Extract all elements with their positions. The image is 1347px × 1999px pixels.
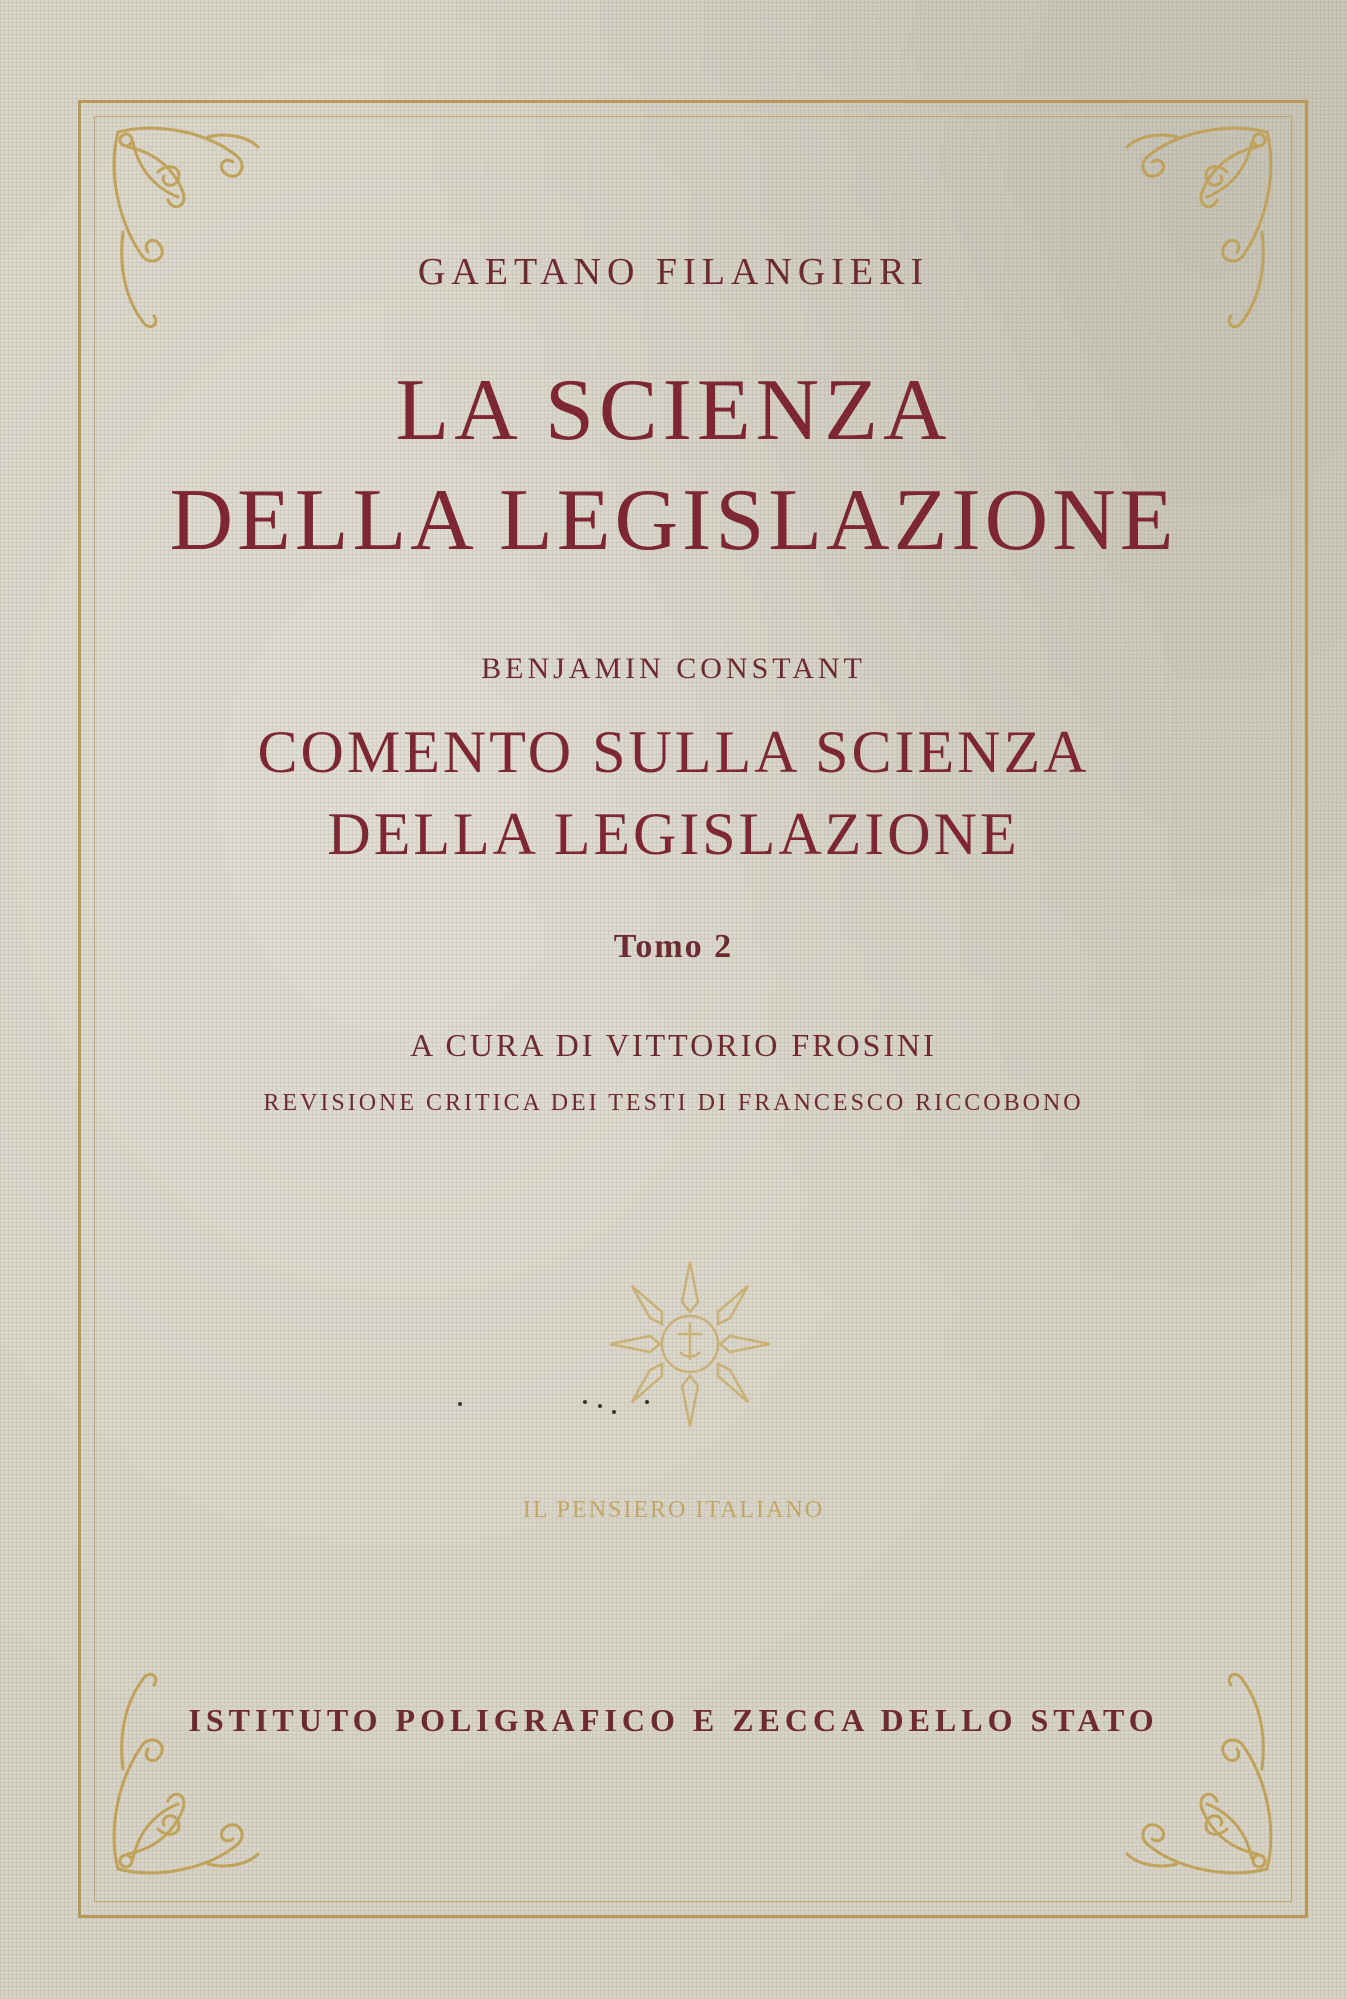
speck (645, 1400, 649, 1404)
corner-ornament-top-left (98, 112, 268, 342)
title-line-1: LA SCIENZA (395, 362, 952, 459)
editor-line: A CURA DI VITTORIO FROSINI (410, 1027, 937, 1063)
sun-emblem-icon (600, 1252, 780, 1442)
series-name: IL PENSIERO ITALIANO (522, 1497, 825, 1523)
publisher-name: ISTITUTO POLIGRAFICO E ZECCA DELLO STATO (188, 1702, 1159, 1738)
corner-ornament-bottom-right (1117, 1659, 1287, 1889)
title-line-2: DELLA LEGISLAZIONE (169, 472, 1178, 569)
volume-label: Tomo 2 (613, 928, 734, 965)
corner-ornament-bottom-left (98, 1659, 268, 1889)
speck (612, 1410, 616, 1414)
revision-line: REVISIONE CRITICA DEI TESTI DI FRANCESCO RICCOBONO (263, 1090, 1084, 1116)
speck (458, 1402, 462, 1406)
speck (583, 1400, 587, 1404)
corner-ornament-top-right (1117, 112, 1287, 342)
second-author-name: BENJAMIN CONSTANT (481, 652, 866, 685)
second-title-line-1: COMENTO SULLA SCIENZA (257, 719, 1090, 785)
author-name: GAETANO FILANGIERI (417, 251, 930, 293)
second-title-line-2: DELLA LEGISLAZIONE (327, 801, 1020, 867)
speck (598, 1404, 602, 1408)
